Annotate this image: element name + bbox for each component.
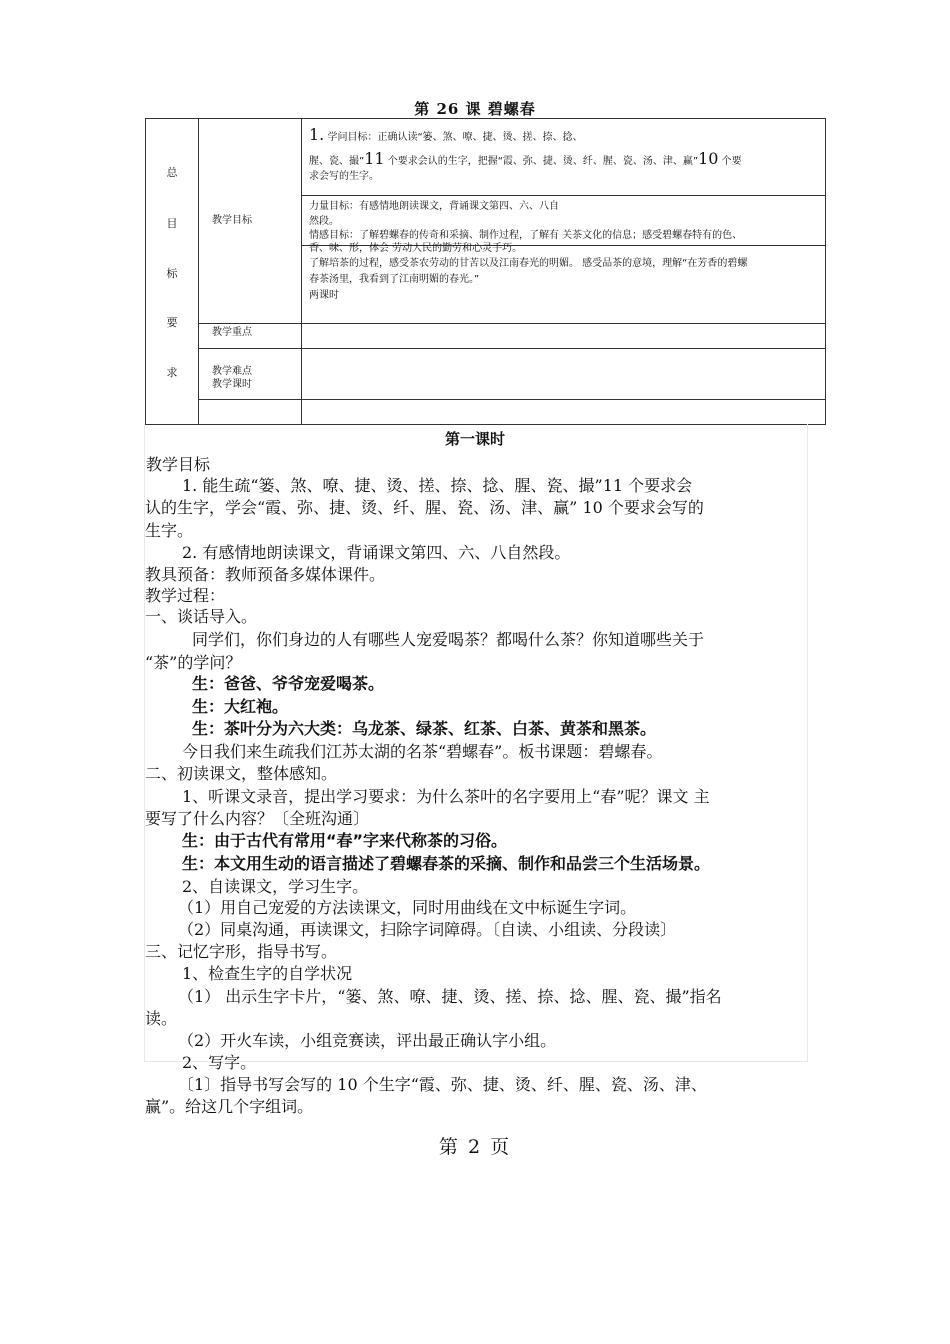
goal-text: 个要	[721, 156, 742, 167]
goal-number: 1.	[309, 125, 325, 144]
table-divider	[301, 195, 825, 196]
row-label-difficulty: 教学难点	[212, 366, 252, 377]
goal-count: 10	[698, 149, 719, 168]
knowledge-goal	[309, 125, 583, 144]
body-line: 今日我们来生疏我们江苏太湖的名茶“碧螺春”。板书课题：碧螺春。	[182, 742, 663, 761]
table-divider	[198, 399, 825, 400]
row-label-hours: 教学课时	[212, 379, 252, 390]
side-char: 标	[166, 267, 178, 280]
objectives-table	[145, 118, 826, 425]
side-char: 目	[166, 217, 178, 230]
hours-text: 两课时	[309, 290, 339, 301]
key-point-text-line2: 春茶汤里，我看到了江南明媚的春光。”	[309, 274, 480, 285]
body-line: “茶”的学问？	[145, 653, 242, 672]
lesson-heading: 第一课时	[444, 430, 505, 448]
table-divider	[198, 323, 825, 324]
body-line: 认的生字，学会“霞、弥、捷、烫、纤、腥、瓷、汤、津、赢” 10 个要求会写的	[145, 498, 704, 517]
goal-text: 腥、瓷、撮”	[309, 156, 365, 167]
section-heading: 二、初读课文，整体感知。	[145, 764, 338, 783]
student-answer: 生：本文用生动的语言描述了碧螺春茶的采摘、制作和品尝三个生活场景。	[182, 854, 711, 873]
lesson-title: 第 26 课 碧螺春	[414, 100, 536, 118]
section-heading: 教学目标	[146, 455, 211, 474]
table-divider	[198, 119, 199, 424]
body-line: 教具预备：教师预备多媒体课件。	[145, 565, 386, 584]
goal-count: 11	[364, 149, 385, 168]
row-label-goals: 教学目标	[212, 215, 252, 226]
body-line: 2、自读课文，学习生字。	[182, 877, 369, 896]
body-line: 2、写字。	[182, 1053, 257, 1072]
section-heading: 一、谈话导入。	[145, 607, 258, 626]
body-line: 2. 有感情地朗读课文，背诵课文第四、六、八自然段。	[182, 543, 571, 562]
body-line: 1、听课文录音，提出学习要求：为什么茶叶的名字要用上“春”呢？课文 主	[182, 787, 710, 806]
emotion-goal: 情感目标：了解碧螺春的传奇和采摘、制作过程，了解有 关茶文化的信息；感受碧螺春特有的色、	[309, 230, 743, 241]
body-line: 赢”。给这几个字组词。	[145, 1097, 314, 1116]
side-char: 总	[166, 166, 178, 179]
goal-text: 学问目标：正确认读“篓、煞、嘹、捷、烫、搓、捺、捻、	[327, 132, 583, 143]
body-line: （2）同桌沟通，再读课文，扫除字词障碍。〔自读、小组读、分段读〕	[178, 920, 677, 939]
body-line: 教学过程：	[145, 586, 226, 605]
side-char: 要	[166, 316, 178, 329]
section-heading: 三、记忆字形，指导书写。	[145, 942, 338, 961]
key-point-text: 了解培茶的过程，感受茶农劳动的甘苦以及江南春光的明媚。 感受品茶的意境，理解“在芳香的碧螺	[309, 258, 748, 269]
student-answer: 生：大红袍。	[192, 697, 289, 716]
table-divider	[198, 348, 825, 349]
knowledge-goal-line3: 求会写的生字。	[309, 171, 379, 182]
knowledge-goal-line2	[309, 149, 742, 168]
body-line: 同学们，你们身边的人有哪些人宠爱喝茶？都喝什么茶？你知道哪些关于	[192, 630, 705, 649]
student-answer: 生：茶叶分为六大类：乌龙茶、绿茶、红茶、白茶、黄茶和黑茶。	[192, 719, 657, 738]
body-line: 〔1〕指导书写会写的 10 个生字“霞、弥、捷、烫、纤、腥、瓷、汤、津、	[178, 1075, 707, 1094]
row-label-key: 教学重点	[212, 327, 252, 338]
body-line: 生字。	[145, 521, 194, 540]
body-line: 1. 能生疏“篓、煞、嘹、捷、烫、搓、捺、捻、腥、瓷、撮”11 个要求会	[182, 476, 693, 495]
body-line: 1、检查生字的自学状况	[182, 964, 353, 983]
student-answer: 生：爸爸、爷爷宠爱喝茶。	[192, 674, 385, 693]
body-line: 读。	[145, 1009, 178, 1028]
goal-text: 个要求会认的生字，把握“霞、弥、捷、烫、纤、腥、瓷、汤、津、赢”	[384, 156, 699, 167]
body-line: 要写了什么内容？〔全班沟通〕	[145, 809, 370, 828]
emotion-goal-line2: 香、味、形，体会 劳动人民的勤劳和心灵手巧。	[309, 243, 523, 254]
ability-goal-line2: 然段。	[309, 216, 339, 227]
body-line: （1） 出示生字卡片，“篓、煞、嘹、捷、烫、搓、捺、捻、腥、瓷、撮”指名	[178, 987, 722, 1006]
ability-goal: 力量目标：有感情地朗读课文，背诵课文第四、六、八自	[309, 201, 559, 212]
body-line: （2）开火车读，小组竞赛读，评出最正确认字小组。	[178, 1031, 557, 1050]
table-divider	[301, 119, 302, 424]
side-char: 求	[166, 366, 178, 379]
page-number: 第 2 页	[438, 1136, 512, 1158]
student-answer: 生：由于古代有常用“春”字来代称茶的习俗。	[182, 831, 508, 850]
body-line: （1）用自己宠爱的方法读课文，同时用曲线在文中标诞生字词。	[178, 898, 637, 917]
